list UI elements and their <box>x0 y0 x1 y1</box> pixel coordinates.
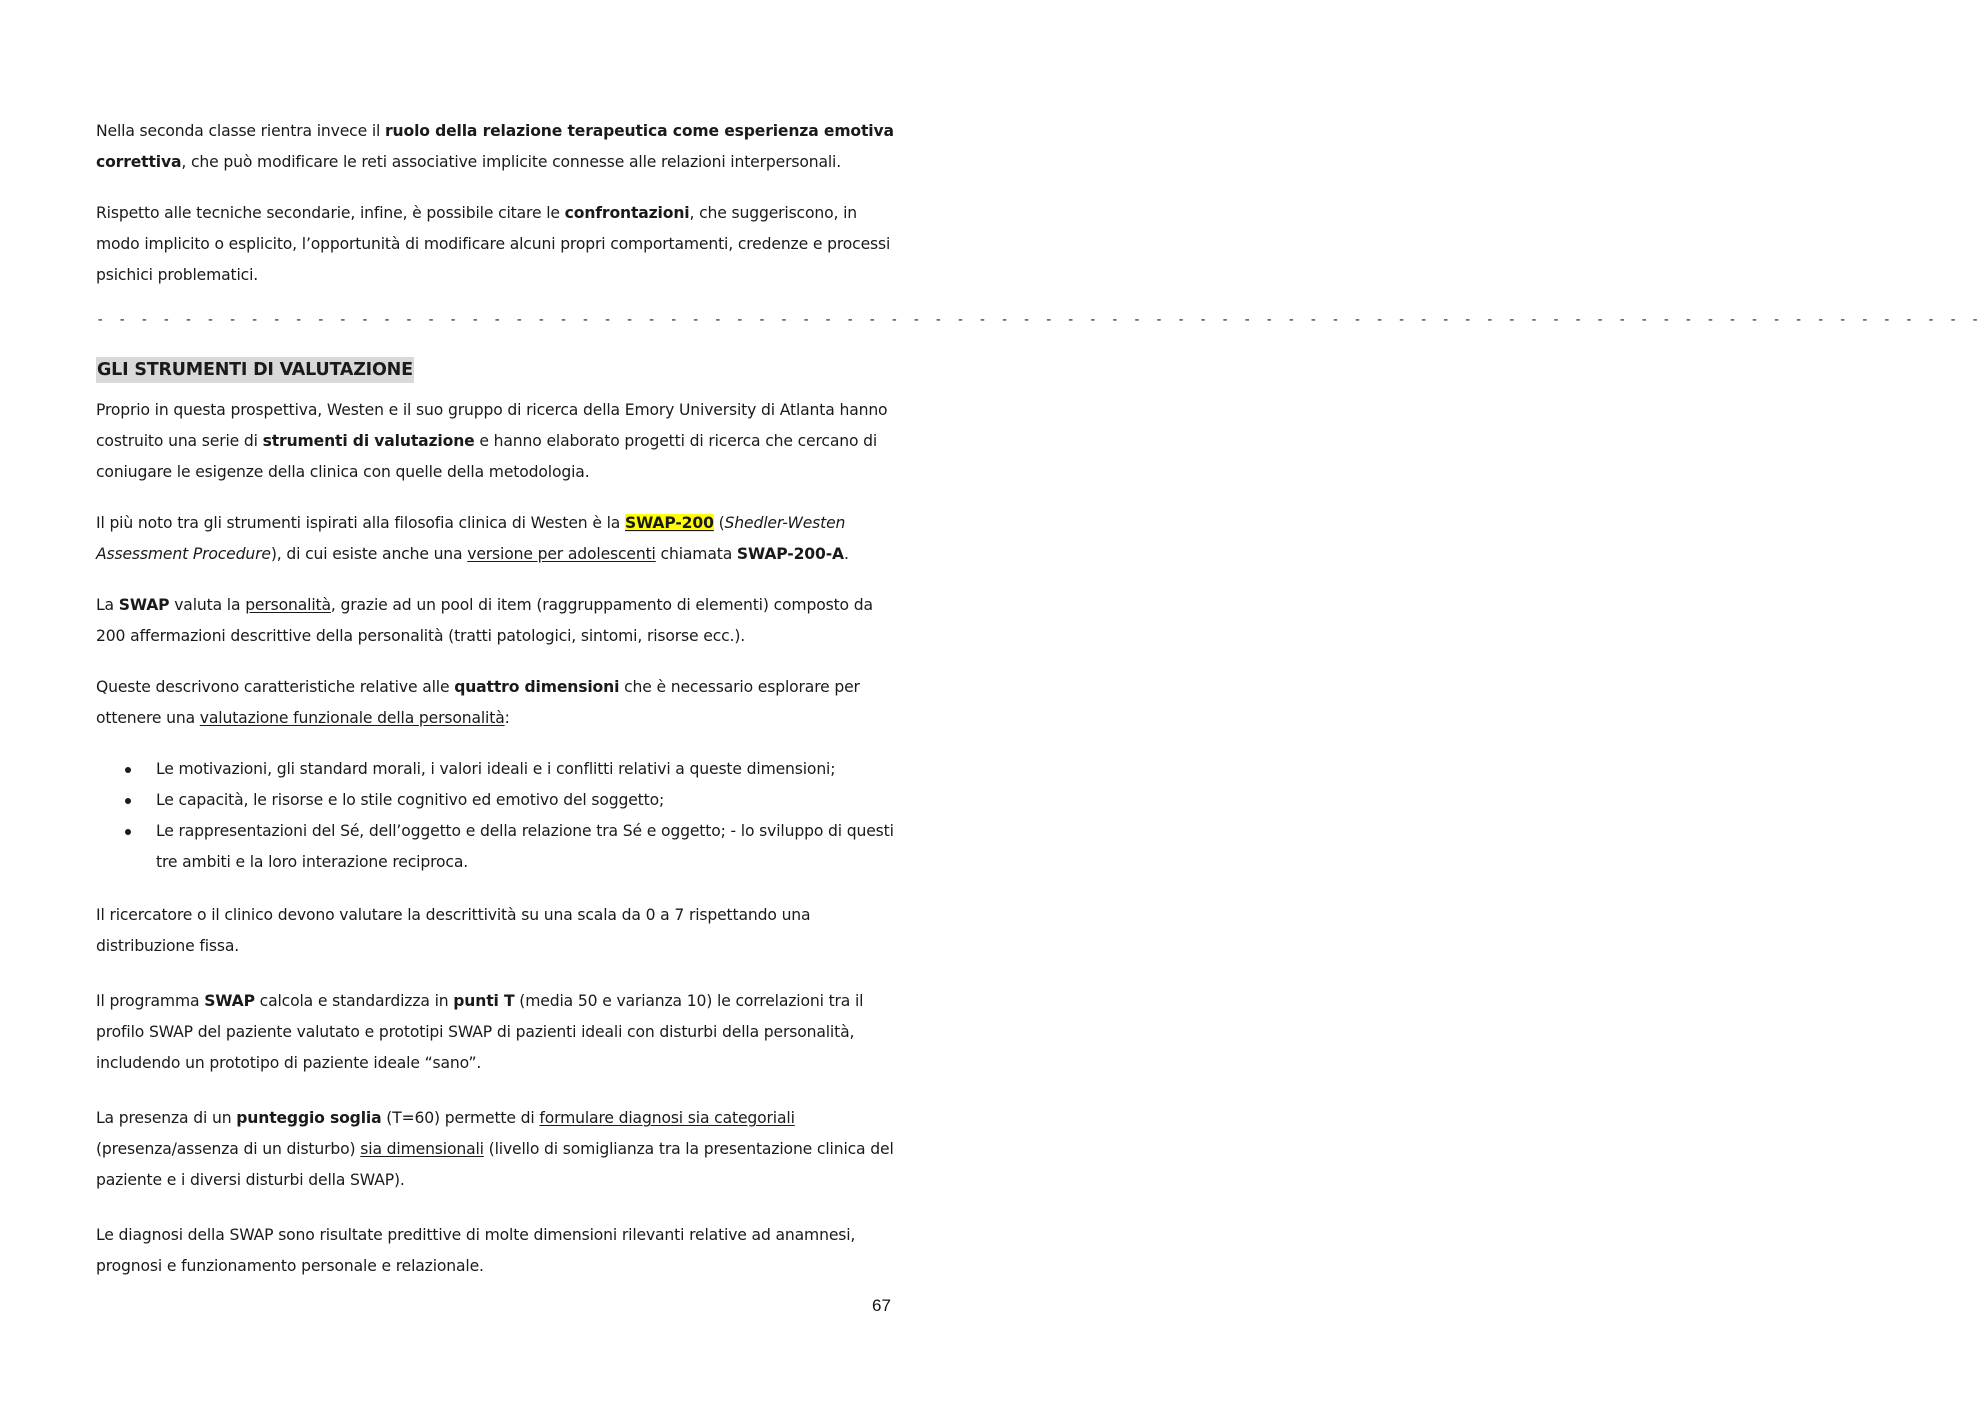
list-item-text: Le motivazioni, gli standard morali, i valori ideali e i conflitti relativi a queste dimensioni; <box>156 760 836 778</box>
text-segment: (presenza/assenza di un disturbo) <box>96 1140 361 1158</box>
highlighted-text: SWAP-200 <box>625 514 714 532</box>
list-item <box>96 816 904 878</box>
bold-text: ruolo della relazione terapeutica come esperienza emotiva correttiva <box>96 122 894 171</box>
text-segment: (livello di somiglianza tra la presentazione clinica del paziente e i diversi disturbi della SWAP). <box>96 1140 894 1189</box>
text-segment: Rispetto alle tecniche secondarie, infine, è possibile citare le <box>96 204 565 222</box>
paragraph <box>96 1103 904 1196</box>
paragraph <box>96 590 904 652</box>
bold-text: SWAP <box>118 596 170 614</box>
text-segment: : <box>504 709 510 727</box>
text-segment: (T=60) permette di <box>381 1109 540 1127</box>
paragraph <box>96 116 904 178</box>
underlined-text: sia dimensionali <box>360 1140 484 1158</box>
underlined-text: personalità <box>245 596 331 614</box>
text-segment: La presenza di un <box>96 1109 237 1127</box>
top-paragraphs <box>96 116 904 291</box>
text-segment: calcola e standardizza in <box>254 992 454 1010</box>
bullet-icon <box>125 798 131 804</box>
text-segment: Le diagnosi della SWAP sono risultate predittive di molte dimensioni rilevanti relative ad anamnesi, prognosi e funzionamento personale e relazionale. <box>96 1226 856 1275</box>
text-segment: che è necessario esplorare per ottenere una <box>96 678 860 727</box>
bold-text: punteggio soglia <box>236 1109 382 1127</box>
text-segment: e hanno elaborato progetti di ricerca che cercano di coniugare le esigenze della clinica con quelle della metodologia. <box>96 432 878 481</box>
list-item-text: Le capacità, le risorse e lo stile cognitivo ed emotivo del soggetto; <box>156 791 665 809</box>
paragraph <box>96 986 904 1079</box>
text-segment: chiamata <box>655 545 737 563</box>
paragraph <box>96 395 904 488</box>
text-segment: Il più noto tra gli strumenti ispirati alla filosofia clinica di Westen è la <box>96 514 625 532</box>
text-segment: . <box>843 545 849 563</box>
bottom-paragraphs <box>96 900 904 1282</box>
page-number: 67 <box>872 1296 891 1315</box>
paragraph <box>96 1220 904 1282</box>
bold-text: punti T <box>453 992 515 1010</box>
list-item <box>96 754 904 785</box>
text-segment: , grazie ad un pool di item (raggruppamento di elementi) composto da 200 affermazioni descrittive della personalità (tratti patologici, sintomi, risorse ecc.). <box>96 596 873 645</box>
list-item-text: Le rappresentazioni del Sé, dell’oggetto e della relazione tra Sé e oggetto; - lo sviluppo di questi tre ambiti e la loro interazione reciproca. <box>156 822 894 871</box>
section-heading: GLI STRUMENTI DI VALUTAZIONE <box>96 357 414 383</box>
paragraph <box>96 672 904 734</box>
middle-paragraphs <box>96 395 904 734</box>
bullet-icon <box>125 767 131 773</box>
bullet-icon <box>125 829 131 835</box>
page-content <box>96 116 1982 1306</box>
text-segment: , che può modificare le reti associative implicite connesse alle relazioni interpersonali. <box>181 153 842 171</box>
underlined-text: valutazione funzionale della personalità <box>199 709 505 727</box>
bold-text: quattro dimensioni <box>454 678 620 696</box>
text-segment: Nella seconda classe rientra invece il <box>96 122 386 140</box>
bold-text: SWAP <box>204 992 255 1010</box>
paragraph <box>96 508 904 570</box>
text-segment: Il programma <box>96 992 205 1010</box>
bullet-list <box>96 754 904 878</box>
list-item <box>96 785 904 816</box>
underlined-text: versione per adolescenti <box>467 545 656 563</box>
text-segment: , che suggeriscono, in modo implicito o esplicito, l’opportunità di modificare alcuni propri comportamenti, credenze e processi psichici problematici. <box>96 204 891 284</box>
italic-text: Shedler-Westen Assessment Procedure <box>96 514 846 563</box>
text-segment: (media 50 e varianza 10) le correlazioni tra il profilo SWAP del paziente valutato e prototipi SWAP di pazienti ideali con disturbi della personalità, includendo un prototipo di paziente ideale “sano”. <box>96 992 864 1072</box>
underlined-text: formulare diagnosi sia categoriali <box>539 1109 795 1127</box>
text-segment: Queste descrivono caratteristiche relative alle <box>96 678 455 696</box>
bold-text: SWAP-200-A <box>736 545 844 563</box>
text-segment: ), di cui esiste anche una <box>270 545 468 563</box>
paragraph <box>96 900 904 962</box>
section-divider: - - - - - - - - - - - - - - - - - - - - - - - - - - - - - - - - - - - - - - - - - - - - - - - - - - - - - - - - - - - - - - - - - - - - - - - - - - - - - - - - - - - - - - <box>96 312 1982 328</box>
bold-text: strumenti di valutazione <box>262 432 475 450</box>
bold-text: confrontazioni <box>564 204 690 222</box>
text-segment: Il ricercatore o il clinico devono valutare la descrittività su una scala da 0 a 7 rispettando una distribuzione fissa. <box>96 906 811 955</box>
paragraph <box>96 198 904 291</box>
text-segment: ( <box>713 514 725 532</box>
text-segment: Proprio in questa prospettiva, Westen e il suo gruppo di ricerca della Emory University di Atlanta hanno costruito una serie di <box>96 401 888 450</box>
text-segment: La <box>96 596 119 614</box>
text-segment: valuta la <box>169 596 246 614</box>
